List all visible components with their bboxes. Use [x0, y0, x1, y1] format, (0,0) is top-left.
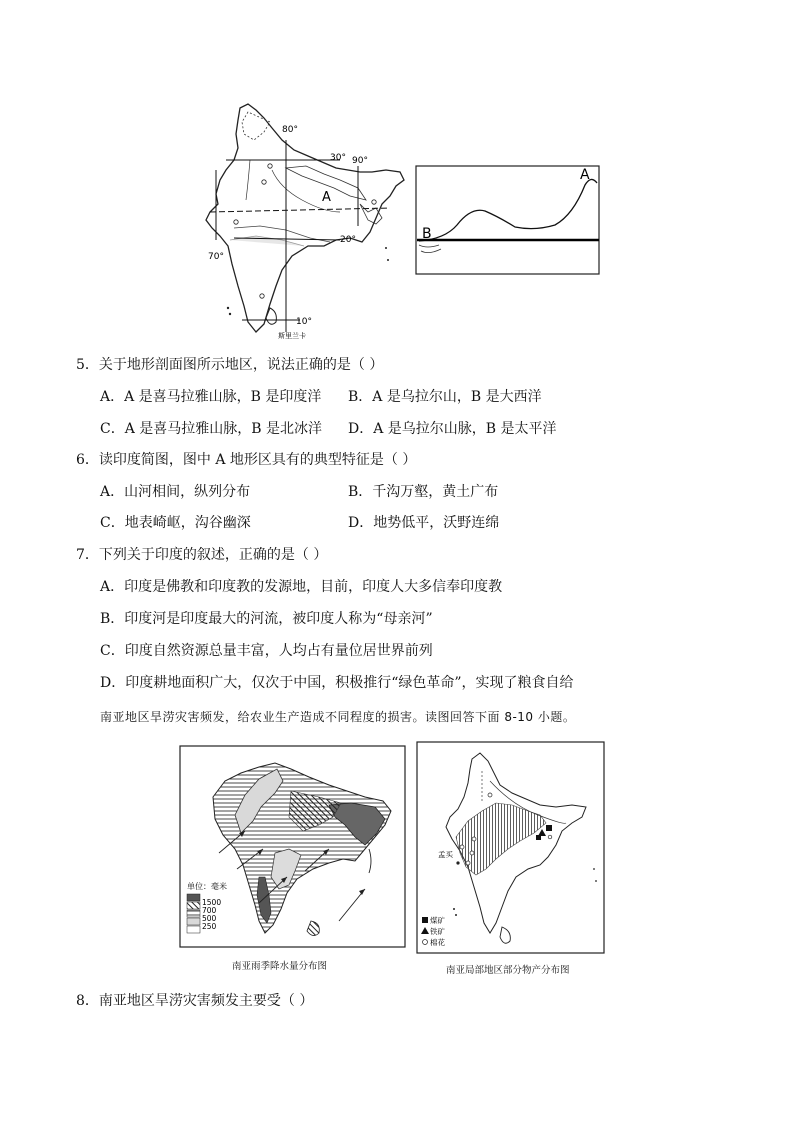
section-intro: 南亚地区旱涝灾害频发，给农业生产造成不同程度的损害。读图回答下面 8-10 小题。 — [100, 710, 576, 724]
q7-option-d[interactable]: D．印度耕地面积广大，仅次于中国，积极推行“绿色革命”，实现了粮食自给 — [100, 675, 574, 691]
q7-stem: 7．下列关于印度的叙述，正确的是（ ） — [76, 547, 328, 563]
q7-option-c[interactable]: C．印度自然资源总量丰富，人均占有量位居世界前列 — [100, 643, 433, 659]
q5-option-c[interactable]: C．A 是喜马拉雅山脉，B 是北冰洋 — [100, 421, 323, 437]
rainfall-map — [179, 745, 407, 950]
profile-b-label: B — [422, 226, 432, 242]
legend-coal-icon — [422, 917, 428, 923]
india-sketch-map — [190, 100, 420, 345]
legend-cotton-icon — [423, 940, 428, 945]
legend-swatch-700 — [187, 902, 200, 909]
q6-option-c[interactable]: C．地表崎岖，沟谷幽深 — [100, 515, 251, 531]
q6-option-d[interactable]: D．地势低平，沃野连绵 — [348, 515, 500, 531]
q5-option-d[interactable]: D．A 是乌拉尔山脉，B 是太平洋 — [348, 421, 557, 437]
q6-option-a[interactable]: A．山河相间，纵列分布 — [100, 484, 251, 500]
legend-value-700: 700 — [202, 906, 217, 915]
lat-30-label: 30° — [330, 153, 346, 163]
lat-10-label: 10° — [296, 317, 312, 327]
products-map-caption: 南亚局部地区部分物产分布图 — [446, 965, 570, 976]
q6-option-b[interactable]: B．千沟万壑，黄土广布 — [348, 484, 499, 500]
q8-stem: 8．南亚地区旱涝灾害频发主要受（ ） — [76, 993, 314, 1009]
lon-90-label: 90° — [352, 156, 368, 166]
legend-value-250: 250 — [202, 922, 217, 931]
legend-swatch-250 — [187, 918, 200, 925]
rainfall-legend-title: 单位：毫米 — [187, 882, 227, 891]
legend-swatch-lowest — [187, 926, 200, 933]
lat-20-label: 20° — [340, 235, 356, 245]
profile-a-label: A — [580, 167, 590, 183]
q6-stem: 6．读印度简图，图中 A 地形区具有的典型特征是（ ） — [76, 452, 417, 468]
legend-coal-label: 煤矿 — [430, 916, 445, 925]
q7-option-a[interactable]: A．印度是佛教和印度教的发源地，目前，印度人大多信奉印度教 — [100, 579, 503, 595]
legend-value-500: 500 — [202, 914, 217, 923]
q7-option-b[interactable]: B．印度河是印度最大的河流，被印度人称为“母亲河” — [100, 611, 433, 627]
legend-iron-label: 铁矿 — [430, 927, 445, 936]
srilanka-label: 斯里兰卡 — [278, 332, 306, 340]
q5-option-a[interactable]: A．A 是喜马拉雅山脉，B 是印度洋 — [100, 389, 322, 405]
q5-stem: 5．关于地形剖面图所示地区，说法正确的是（ ） — [76, 357, 384, 373]
legend-swatch-500 — [187, 910, 200, 917]
terrain-profile — [415, 165, 601, 277]
rainfall-map-caption: 南亚雨季降水量分布图 — [232, 961, 328, 972]
legend-cotton-label: 棉花 — [430, 938, 445, 947]
legend-swatch-1500 — [187, 894, 200, 901]
legend-value-1500: 1500 — [202, 898, 222, 907]
lon-70-label: 70° — [208, 252, 224, 262]
india-outline — [206, 104, 404, 332]
q5-option-b[interactable]: B．A 是乌拉尔山，B 是大西洋 — [348, 389, 542, 405]
mumbai-label: 孟买 — [438, 850, 453, 859]
products-map — [416, 741, 606, 955]
lon-80-label: 80° — [282, 125, 298, 135]
region-a-label: A — [322, 190, 331, 205]
